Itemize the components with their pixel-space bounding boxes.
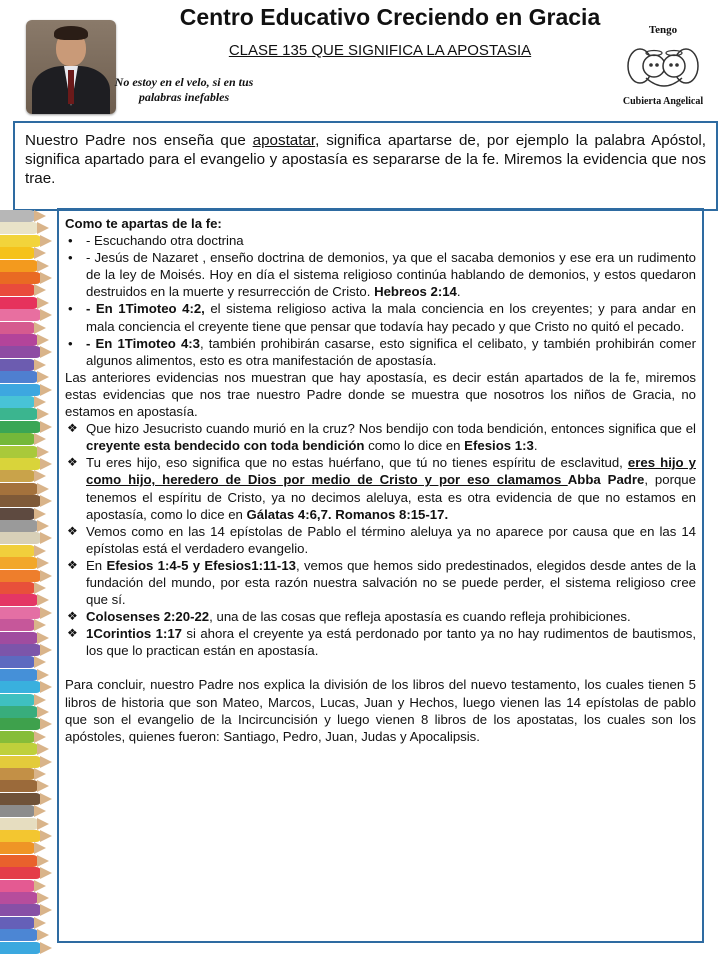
pencil-decoration (0, 594, 39, 606)
pencil-decoration (0, 694, 36, 706)
pencil-decoration (0, 818, 39, 830)
pencil-decoration (0, 359, 36, 371)
intro-paragraph: Nuestro Padre nos enseña que apostatar, significa apartarse de, por ejemplo la palabra Apóstol, significa apartado para el evangelio y apostasía es separarse de la fe. Miremos la evidencia que nos trae. (25, 132, 706, 187)
evidence-paragraph: Las anteriores evidencias nos muestran que hay apostasía, es decir están apartados de la fe, miremos estas evidencias que nos trae nuestro Padre donde se muestra que nosotros los niños de Gracia, no estamos en apostasía. (65, 369, 696, 420)
pencil-decoration (0, 681, 42, 693)
conclusion-paragraph: Para concluir, nuestro Padre nos explica la división de los libros del nuevo testamento, los cuales tienen 5 libros de historia que son Mateo, Marcos, Lucas, Juan y Hechos, luego vienen las 14 epístolas de pablo que son el evangelio de la Incircuncisión y luego vienen 8 libros de los apostatas, los cuales son los apóstoles, quienes fueron: Santiago, Pedro, Juan, Judas y Apocalipsis. (65, 677, 696, 744)
pencil-decoration (0, 582, 36, 594)
pencil-decoration (0, 470, 36, 482)
pencil-decoration (0, 346, 42, 358)
pencil-decoration (0, 446, 39, 458)
pencil-decoration (0, 322, 36, 334)
pencil-decoration (0, 421, 42, 433)
diamond-item: ❖ Tu eres hijo, eso significa que no estas huérfano, que tú no tienes espíritu de esclavitud, eres hijo y como hijo, heredero de Dios por medio de Cristo y por eso clamamos Abba Padre, porque tenemos el espíritu de Cristo, ya no decimos aleluya, esta es otra evidencia de que no estamos en apostasía, como lo dice en Gálatas 4:6,7. Romanos 8:15-17. (67, 455, 696, 522)
pencil-decoration (0, 656, 36, 668)
quote-text: No estoy en el velo, si en tus palabras inefables (114, 75, 254, 104)
pencil-decoration (0, 756, 42, 768)
pencil-decoration (0, 545, 36, 557)
diamond-bullet-icon: ❖ (67, 557, 78, 572)
pencil-decoration (0, 396, 36, 408)
pencil-decoration (0, 830, 42, 842)
pencil-decoration (0, 929, 39, 941)
pencil-decoration (0, 222, 39, 234)
pencil-decoration (0, 495, 42, 507)
diamond-bullet-icon: ❖ (67, 609, 78, 624)
list-item: • - Escuchando otra doctrina (68, 233, 244, 249)
pencil-decoration (0, 309, 42, 321)
pencil-decoration (0, 805, 36, 817)
pencil-decoration (0, 892, 39, 904)
pencil-decoration (0, 855, 39, 867)
pencil-decoration (0, 842, 36, 854)
diamond-item: ❖ En Efesios 1:4-5 y Efesios1:11-13, vemos que hemos sido predestinados, elegidos desde antes de la fundación del mundo, por esta razón nuestra salvación no se puede perder, el sistema religioso cree que sí. (67, 557, 696, 608)
diamond-item: ❖ 1Corintios 1:17 si ahora el creyente ya está perdonado por tanto ya no hay rudimentos de bautismos, los que lo practican están en apostasía. (67, 626, 696, 659)
pencil-decoration (0, 780, 39, 792)
pencil-decoration (0, 731, 36, 743)
pencil-decoration (0, 532, 42, 544)
pencil-decoration (0, 371, 39, 383)
intro-underlined-word: apostatar (252, 132, 316, 149)
pencil-decoration (0, 743, 39, 755)
pencil-border (0, 210, 56, 960)
pencil-decoration (0, 520, 39, 532)
list-item: • - En 1Timoteo 4:2, el sistema religioso activa la mala conciencia en los creyentes; y para andar en mala conciencia el creyente tiene que pensar que todavía hay pecado y que Cristo no quitó el pecado. (68, 301, 696, 334)
pencil-decoration (0, 793, 42, 805)
diamond-bullet-icon: ❖ (67, 421, 78, 436)
pencil-decoration (0, 669, 39, 681)
pencil-decoration (0, 557, 39, 569)
list-item: • - Jesús de Nazaret , enseño doctrina de demonios, ya que el sacaba demonios y ese era un rudimento de la ley de Moisés. Hoy en día el sistema religioso continúa hablando de demonios, y estos quedaron destruidos en la muerte y resurrección de Cristo. Hebreos 2:14. (68, 250, 696, 300)
diamond-bullet-icon: ❖ (67, 455, 78, 470)
pencil-decoration (0, 433, 36, 445)
pencil-decoration (0, 334, 39, 346)
pencil-decoration (0, 272, 42, 284)
pencil-decoration (0, 632, 39, 644)
pencil-decoration (0, 235, 42, 247)
pencil-decoration (0, 458, 42, 470)
pencil-decoration (0, 408, 39, 420)
badge-top-text: Tengo (648, 24, 678, 36)
pencil-decoration (0, 768, 36, 780)
intro-box (13, 121, 718, 211)
pencil-decoration (0, 607, 42, 619)
pencil-decoration (0, 508, 36, 520)
pencil-decoration (0, 917, 36, 929)
angel-badge (620, 24, 706, 110)
pencil-decoration (0, 880, 36, 892)
angel-icon (626, 36, 700, 96)
diamond-item: ❖ Que hizo Jesucristo cuando murió en la cruz? Nos bendijo con toda bendición, entonces significa que el creyente esta bendecido con toda bendición como lo dice en Efesios 1:3. (67, 421, 696, 454)
pencil-decoration (0, 297, 39, 309)
pencil-decoration (0, 706, 39, 718)
diamond-bullet-icon: ❖ (67, 523, 78, 538)
pencil-decoration (0, 210, 36, 222)
pencil-decoration (0, 284, 36, 296)
pencil-decoration (0, 644, 42, 656)
list-item: • - En 1Timoteo 4:3, también prohibirán casarse, esto significa el celibato, y también prohibirán comer algunos alimentos, esto es otra manifestación de apostasía. (68, 335, 696, 368)
diamond-item: ❖ Vemos como en las 14 epístolas de Pablo el término aleluya ya no aparece por causa que en las 14 epístolas está el verdadero evangelio. (67, 523, 696, 556)
main-content-box (57, 208, 704, 943)
pencil-decoration (0, 718, 42, 730)
page-title: Centro Educativo Creciendo en Gracia (179, 4, 601, 30)
diamond-item: ❖ Colosenses 2:20-22, una de las cosas que refleja apostasía es cuando refleja prohibiciones. (67, 609, 631, 625)
pencil-decoration (0, 570, 42, 582)
pencil-decoration (0, 247, 36, 259)
pencil-decoration (0, 483, 39, 495)
pencil-decoration (0, 619, 36, 631)
class-subtitle: CLASE 135 QUE SIGNIFICA LA APOSTASIA (228, 42, 532, 59)
diamond-bullet-icon: ❖ (67, 626, 78, 641)
pencil-decoration (0, 867, 42, 879)
pencil-decoration (0, 384, 42, 396)
pencil-decoration (0, 942, 42, 954)
pencil-decoration (0, 904, 42, 916)
section-heading: Como te apartas de la fe: (65, 216, 222, 231)
pencil-decoration (0, 260, 39, 272)
badge-bottom-text: Cubierta Angelical (622, 96, 704, 107)
portrait-photo (26, 20, 116, 114)
